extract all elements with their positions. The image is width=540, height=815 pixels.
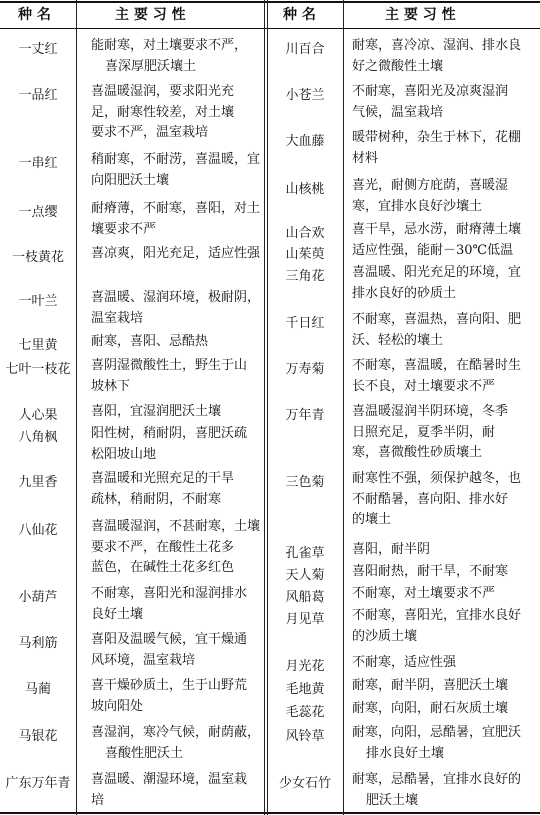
header-rule: [0, 28, 540, 29]
left-habit-header: 主 要 习 性: [115, 7, 186, 23]
top-rule: [0, 1, 540, 3]
plant-name: 八角枫: [18, 430, 58, 445]
plant-name: 川百合: [285, 42, 325, 57]
plant-habit: 喜温暖、湿润环境，极耐阴， 温室栽培: [91, 290, 261, 326]
plant-name: 一点缨: [18, 205, 58, 220]
plant-habit: 喜温暖湿润半阴环境，冬季 日照充足，夏季半阴，耐 寒，喜微酸性砂质壤土: [352, 404, 509, 460]
plant-habit: 不耐寒，适应性强: [352, 655, 457, 670]
plant-name: 九里香: [18, 475, 58, 490]
plant-habit: 喜阴湿微酸性土，野生于山 坡林下: [91, 358, 248, 394]
plant-name: 风铃草: [285, 729, 325, 744]
plant-habit: 稍耐寒，不耐涝，喜温暖，宜 向阳肥沃土壤: [91, 152, 261, 188]
plant-habit: 喜干燥砂质土，生于山野荒 坡向阳处: [91, 678, 248, 714]
plant-name: 毛地黄: [285, 682, 325, 697]
plant-name: 一品红: [18, 88, 58, 103]
plant-habit: 不耐寒，喜阳光，宜排水良好 的沙质土壤: [352, 608, 522, 644]
plant-name: 广东万年青: [5, 776, 71, 791]
plant-name: 小葫芦: [18, 590, 58, 605]
plant-name: 山茱萸: [285, 247, 325, 262]
plant-name: 月光花: [285, 659, 325, 674]
plant-name: 一枝黄花: [11, 250, 64, 265]
center-divider-a: [264, 0, 265, 815]
plant-name: 一丈红: [18, 42, 58, 57]
plant-habit: 耐寒，喜冷凉、湿润、排水良 好之微酸性土壤: [352, 38, 522, 74]
plant-habit: 不耐寒，喜温暖，在酷暑时生 长不良，对土壤要求不严: [352, 358, 522, 394]
plant-habit: 喜温暖和光照充足的干旱 疏林，稍耐阴，不耐寒: [91, 471, 235, 507]
plant-habit: 喜光，耐侧方庇荫，喜暖湿 寒，宜排水良好沙壤土: [352, 178, 509, 214]
right-habit-header: 主 要 习 性: [385, 7, 456, 23]
plant-habit: 喜温暖湿润，要求阳光充 足，耐寒性较差，对土壤 要求不严，温室栽培: [91, 84, 235, 140]
plant-name: 马蔺: [24, 682, 51, 697]
plant-habit: 喜温暖湿润，不甚耐寒，土壤 要求不严，在酸性土花多 蓝色，在碱性土花多红色: [91, 519, 261, 575]
plant-habit: 喜凉爽，阳光充足，适应性强: [91, 246, 261, 261]
plant-habit: 耐寒，喜阳、忌酷热: [91, 334, 209, 349]
plant-name: 山核桃: [285, 182, 325, 197]
plant-name: 一串红: [18, 156, 58, 171]
plant-habit: 不耐寒，喜温热，喜向阳、肥 沃、轻松的壤土: [352, 312, 522, 348]
plant-habit: 喜温暖、阳光充足的环境，宜 排水良好的砂质土: [352, 265, 522, 301]
plant-name: 马利筋: [18, 636, 58, 651]
plant-name: 一叶兰: [18, 294, 58, 309]
plant-habit: 喜阳耐热，耐干旱，不耐寒: [352, 564, 509, 579]
center-divider-b: [267, 0, 268, 815]
left-name-header: 种 名: [18, 7, 51, 23]
plant-name: 三角花: [285, 269, 325, 284]
plant-name: 毛蕊花: [285, 705, 325, 720]
plant-name: 七叶一枝花: [5, 362, 71, 377]
plant-habit: 能耐寒，对土壤要求不严， 喜深厚肥沃壤土: [91, 38, 248, 74]
plant-habit: 耐寒，向阳，耐石灰质土壤: [352, 701, 509, 716]
plant-name: 八仙花: [18, 523, 58, 538]
plant-habit: 喜阳，宜湿润肥沃土壤: [91, 404, 222, 419]
plant-name: 小苍兰: [285, 88, 325, 103]
plant-name: 马银花: [18, 729, 58, 744]
plant-habit: 耐寒，向阳，忌酷暑，宜肥沃 排水良好土壤: [352, 725, 522, 761]
plant-habit: 耐寒，耐半阴，喜肥沃土壤: [352, 678, 509, 693]
left-name-divider: [76, 0, 77, 815]
right-name-divider: [343, 0, 344, 815]
plant-name: 万年青: [285, 408, 325, 423]
bottom-rule: [0, 812, 540, 814]
plant-name: 少女石竹: [278, 776, 331, 791]
plant-name: 山合欢: [285, 226, 325, 241]
plant-habit: 不耐寒，喜阳光及凉爽湿润 气候，温室栽培: [352, 84, 509, 120]
plant-name: 千日红: [285, 316, 325, 331]
plant-habit: 喜阳，耐半阴: [352, 542, 431, 557]
plant-habit: 喜阳及温暖气候，宜干燥通 风环境，温室栽培: [91, 632, 248, 668]
plant-habit: 喜温暖、潮湿环境，温室栽 培: [91, 772, 248, 808]
plant-name: 三色菊: [285, 475, 325, 490]
plant-habit: 耐寒性不强，须保护越冬，也 不耐酷暑，喜向阳、排水好 的壤土: [352, 471, 522, 527]
plant-name: 风船葛: [285, 590, 325, 605]
plant-name: 孔雀草: [285, 546, 325, 561]
plant-habit: 适应性强，能耐－30℃低温: [352, 243, 514, 258]
right-name-header: 种 名: [283, 7, 316, 23]
plant-name: 万寿菊: [285, 362, 325, 377]
plant-habit: 耐寒，忌酷暑，宜排水良好的 肥沃土壤: [352, 772, 522, 808]
plant-habit: 阳性树，稍耐阴，喜肥沃疏 松阳坡山地: [91, 426, 248, 462]
plant-name: 大血藤: [285, 134, 325, 149]
plant-name: 天人菊: [285, 568, 325, 583]
plant-habit: 喜干旱，忌水涝，耐瘠薄土壤: [352, 222, 522, 237]
plant-habit: 暖带树种，杂生于林下，花棚 材料: [352, 130, 522, 166]
plant-name: 七里黄: [18, 338, 58, 353]
plant-name: 人心果: [18, 408, 58, 423]
plant-habit: 喜湿润，寒冷气候，耐荫蔽， 喜酸性肥沃土: [91, 725, 261, 761]
plant-habit: 不耐寒，对土壤要求不严: [352, 586, 496, 601]
plant-name: 月见草: [285, 612, 325, 627]
plant-habit: 不耐寒，喜阳光和湿润排水 良好土壤: [91, 586, 248, 622]
plant-habit: 耐瘠薄，不耐寒，喜阳，对土 壤要求不严: [91, 201, 261, 237]
